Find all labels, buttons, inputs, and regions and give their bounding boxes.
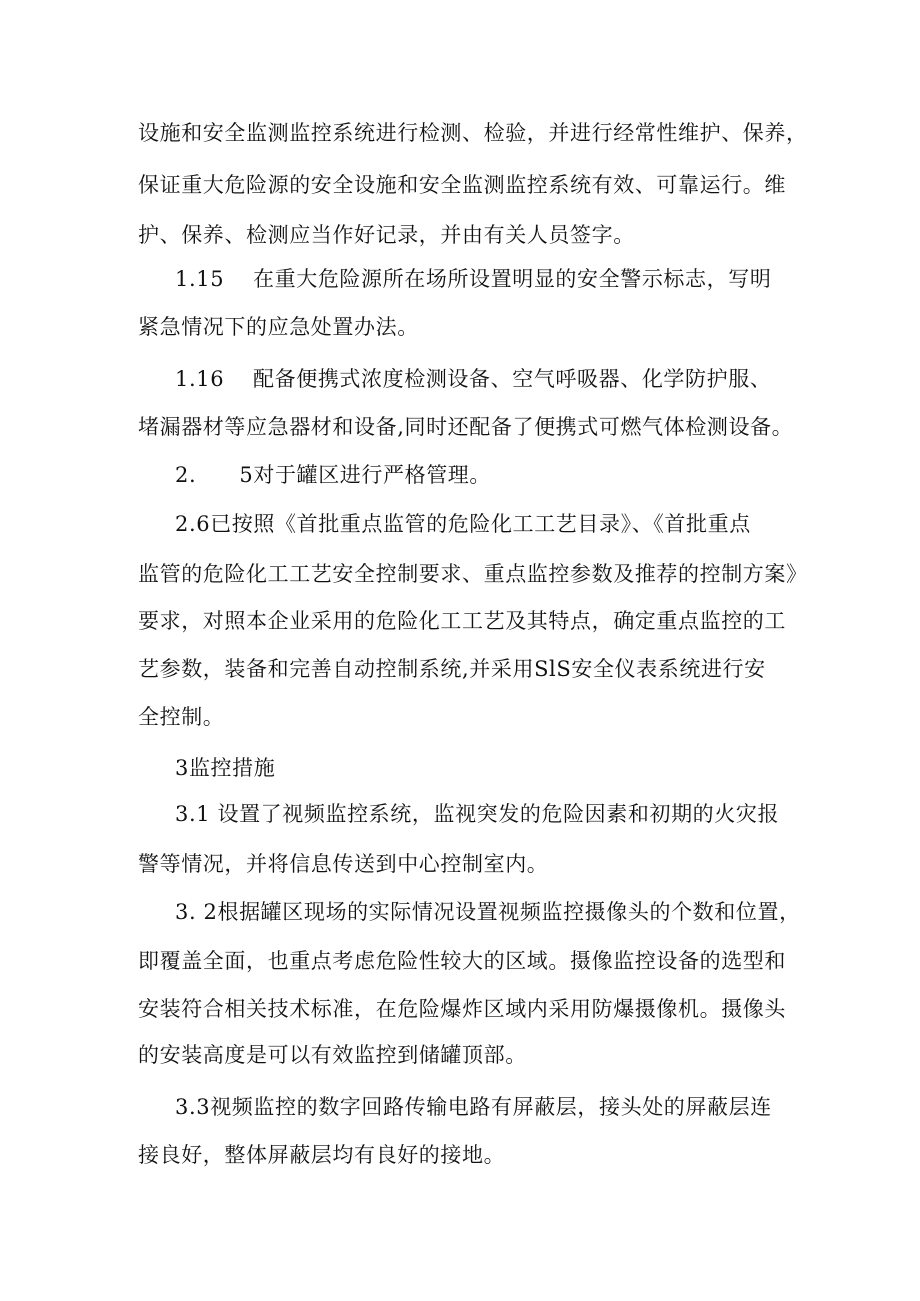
text-line: 护、保养、检测应当作好记录，并由有关人员签字。 — [138, 223, 635, 247]
text-line: 3.1 设置了视频监控系统，监视突发的危险因素和初期的火灾报 — [175, 802, 780, 826]
text-line: 艺参数，装备和完善自动控制系统,并采用SlS安全仪表系统进行安 — [138, 657, 766, 681]
text-line: 设施和安全监测监控系统进行检测、检验，并进行经常性维护、保养， — [138, 121, 808, 145]
text-line: 安装符合相关技术标准，在危险爆炸区域内采用防爆摄像机。摄像头 — [138, 997, 786, 1021]
text-line: 即覆盖全面，也重点考虑危险性较大的区域。摄像监控设备的选型和 — [138, 949, 786, 973]
text-line: 堵漏器材等应急器材和设备,同时还配备了便携式可燃气体检测设备。 — [138, 415, 794, 439]
section-heading: 3监控措施 — [175, 756, 276, 780]
text-line: 紧急情况下的应急处置办法。 — [138, 315, 419, 339]
text-line: 2.6已按照《首批重点监管的危险化工工艺目录》、《首批重点 — [175, 512, 751, 536]
text-line: 3. 2根据罐区现场的实际情况设置视频监控摄像头的个数和位置， — [175, 900, 801, 924]
text-line: 警等情况，并将信息传送到中心控制室内。 — [138, 852, 549, 876]
text-line: 保证重大危险源的安全设施和安全监测监控系统有效、可靠运行。维 — [138, 173, 786, 197]
text-line: 的安装高度是可以有效监控到储罐顶部。 — [138, 1043, 527, 1067]
text-line: 监管的危险化工工艺安全控制要求、重点监控参数及推荐的控制方案》 — [138, 562, 808, 586]
text-line: 2. 5对于罐区进行严格管理。 — [175, 463, 491, 487]
text-line: 1.16 配备便携式浓度检测设备、空气呼吸器、化学防护服、 — [175, 367, 772, 391]
text-line: 3.3视频监控的数字回路传输电路有屏蔽层，接头处的屏蔽层连 — [175, 1095, 772, 1119]
text-line: 全控制。 — [138, 705, 225, 729]
text-line: 要求，对照本企业采用的危险化工工艺及其特点，确定重点监控的工 — [138, 609, 786, 633]
text-line: 1.15 在重大危险源所在场所设置明显的安全警示标志，写明 — [175, 267, 772, 291]
text-line: 接良好，整体屏蔽层均有良好的接地。 — [138, 1143, 506, 1167]
